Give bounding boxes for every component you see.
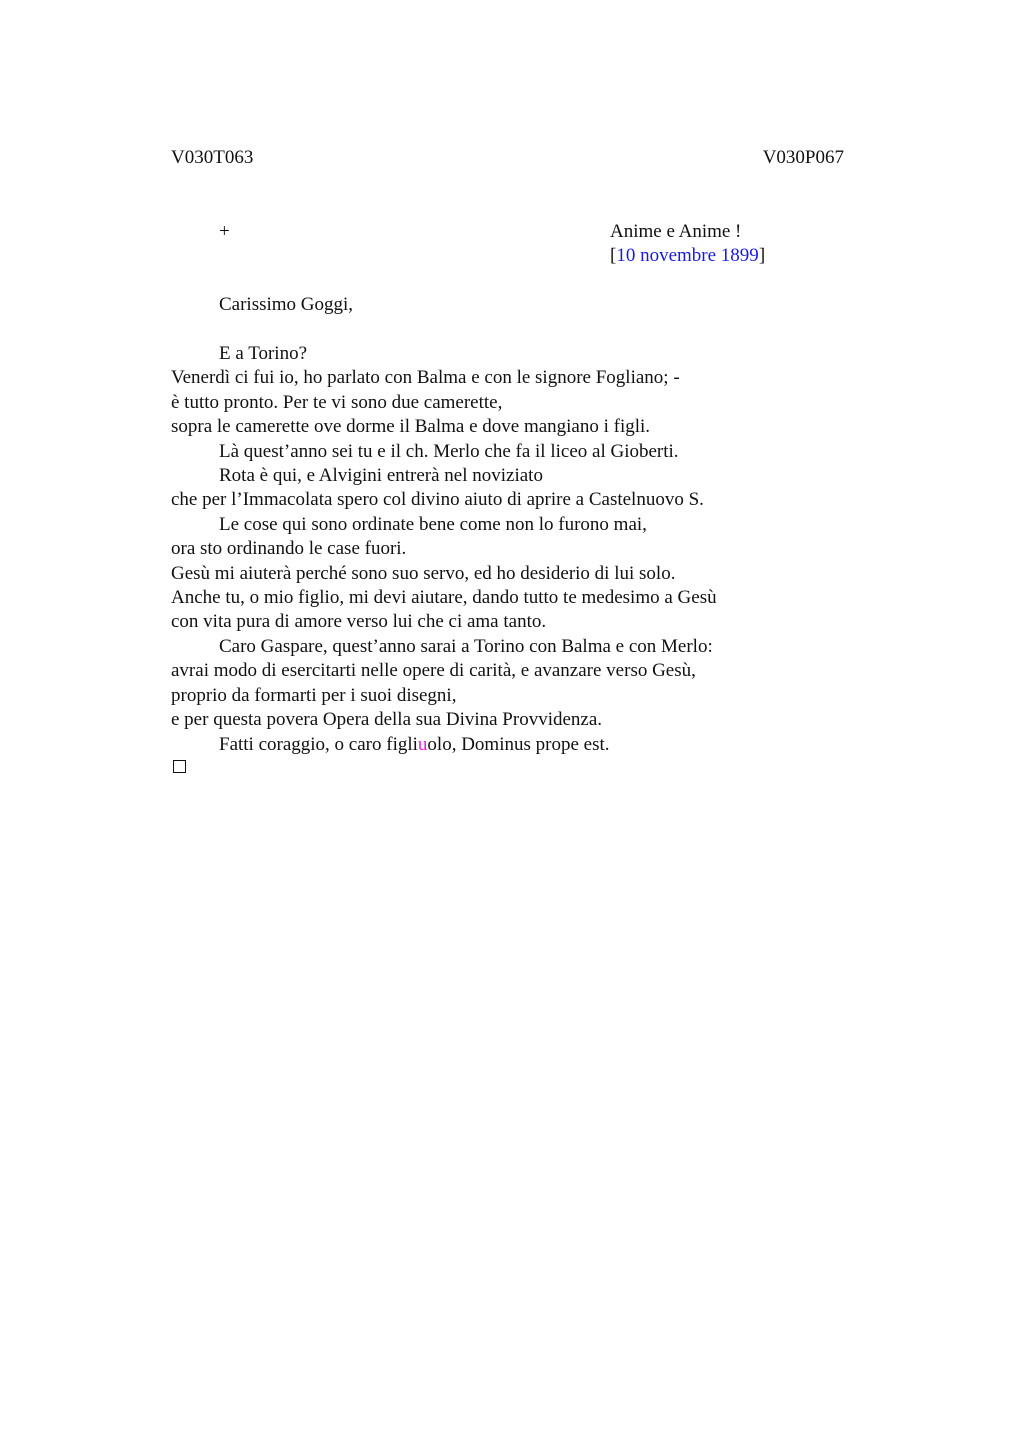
body-line: Caro Gaspare, quest’anno sarai a Torino con Balma e con Merlo: <box>219 635 713 657</box>
date-bracket-open: [ <box>610 245 617 266</box>
body-line: Rota è qui, e Alvigini entrerà nel noviziato <box>219 465 543 487</box>
body-line: Le cose qui sono ordinate bene come non lo furono mai, <box>219 513 647 535</box>
body-line: e per questa povera Opera della sua Divina Provvidenza. <box>171 709 603 731</box>
date-bracket-close: ] <box>758 245 766 266</box>
volume-code-left: V030T063 <box>171 147 254 168</box>
body-line: sopra le camerette ove dorme il Balma e dove mangiano i figli. <box>171 416 651 438</box>
closing-text-before: Fatti coraggio, o caro figli <box>219 733 418 755</box>
body-line: E a Torino? <box>219 343 308 364</box>
letter-body <box>171 342 871 757</box>
volume-code-right: V030P067 <box>762 147 844 168</box>
closing-line <box>171 733 871 757</box>
end-of-text-box-icon <box>173 760 186 773</box>
cross-symbol: + <box>219 221 230 242</box>
highlighted-letter: u <box>417 733 428 755</box>
letter-title: Anime e Anime ! <box>610 221 742 242</box>
body-line: Venerdì ci fui io, ho parlato con Balma e con le signore Fogliano; - <box>171 367 680 389</box>
body-line: che per l’Immacolata spero col divino aiuto di aprire a Castelnuovo S. <box>171 489 704 511</box>
body-line: Gesù mi aiuterà perché sono suo servo, ed ho desiderio di lui solo. <box>171 562 676 584</box>
body-line: avrai modo di esercitarti nelle opere di carità, e avanzare verso Gesù, <box>171 660 696 682</box>
salutation: Carissimo Goggi, <box>219 294 354 315</box>
closing-text-after: olo, Dominus prope est. <box>427 733 610 755</box>
body-line: proprio da formarti per i suoi disegni, <box>171 684 457 706</box>
letter-date <box>610 244 765 268</box>
body-line: Anche tu, o mio figlio, mi devi aiutare, dando tutto te medesimo a Gesù <box>171 587 717 609</box>
body-line: Là quest’anno sei tu e il ch. Merlo che fa il liceo al Gioberti. <box>219 440 679 462</box>
body-line: ora sto ordinando le case fuori. <box>171 538 407 560</box>
body-line: è tutto pronto. Per te vi sono due camerette, <box>171 391 503 413</box>
body-line: con vita pura di amore verso lui che ci ama tanto. <box>171 611 547 633</box>
date-value: 10 novembre 1899 <box>616 245 759 266</box>
